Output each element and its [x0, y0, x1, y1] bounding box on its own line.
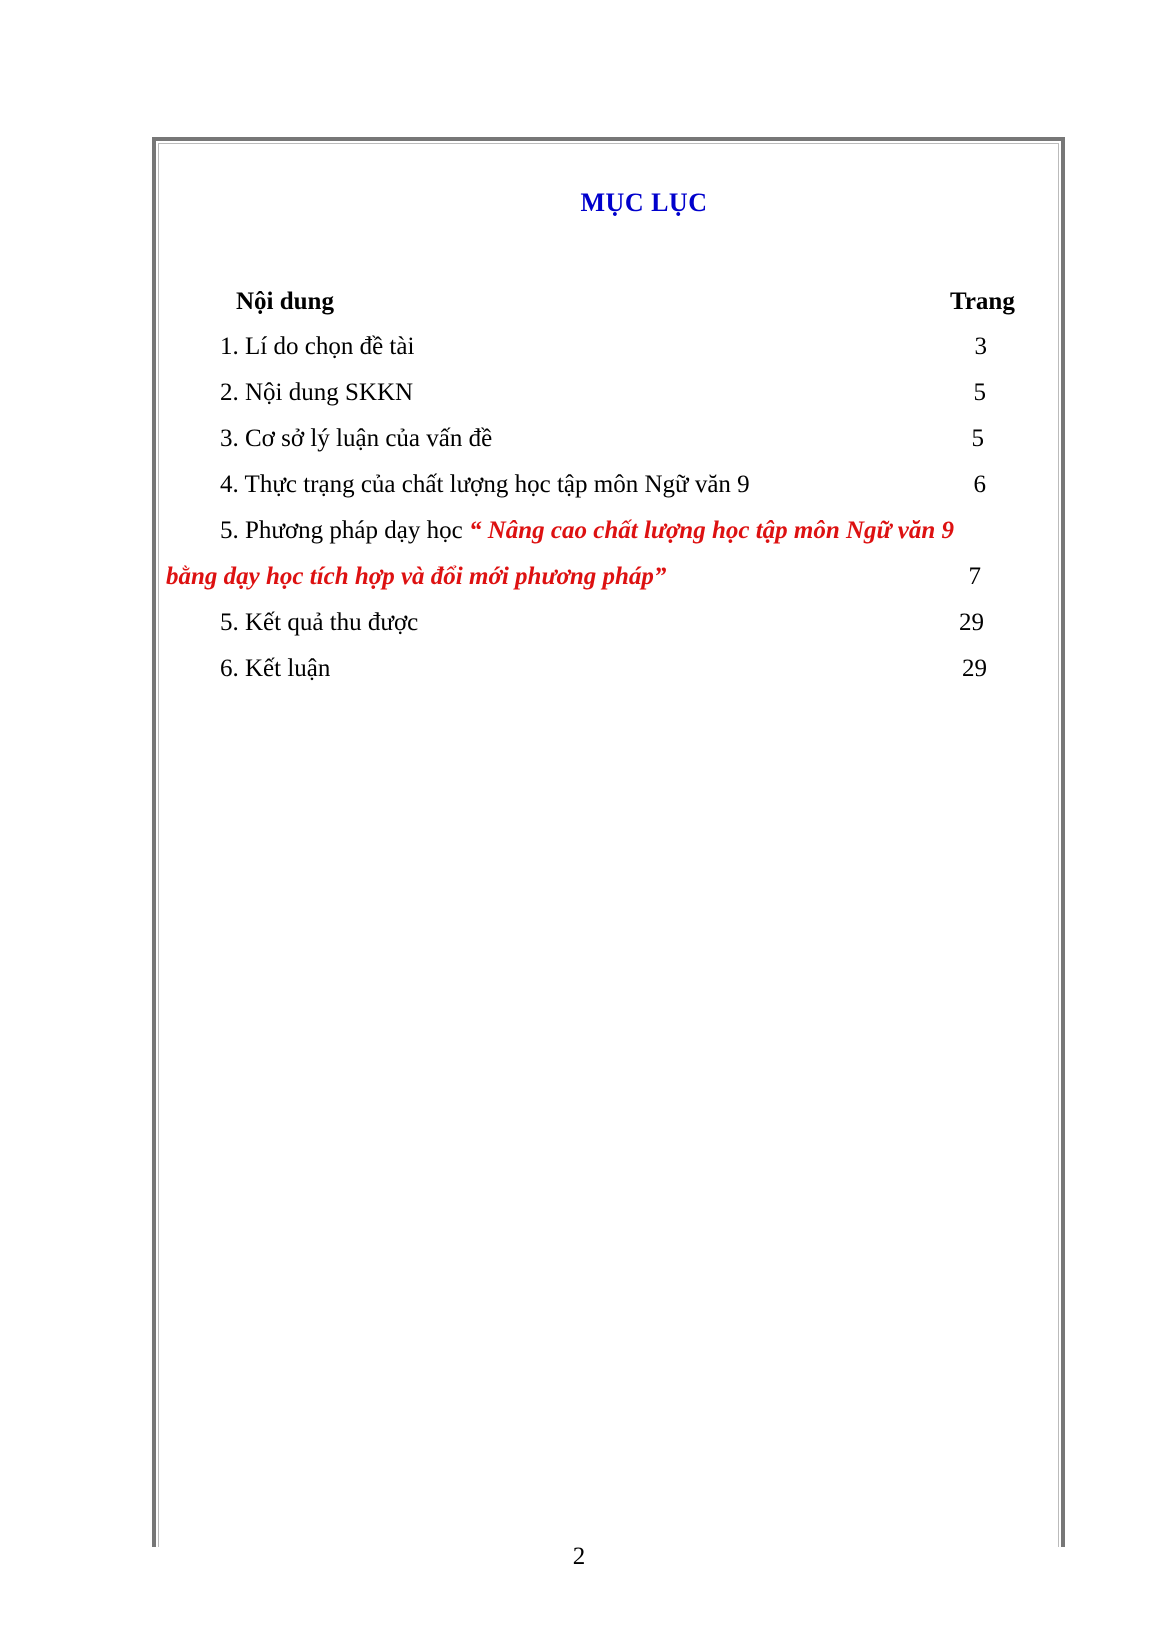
toc-entry-highlight-continuation: bằng dạy học tích hợp và đổi mới phương pháp”	[166, 563, 667, 590]
toc-entry-page: 29	[959, 609, 984, 636]
toc-entry: 4. Thực trạng của chất lượng học tập môn Ngữ văn 9	[220, 471, 750, 498]
toc-entry-highlight: “ Nâng cao chất lượng học tập môn Ngữ văn 9	[468, 517, 955, 544]
toc-entry-page: 29	[962, 655, 987, 682]
toc-entry-page: 6	[973, 471, 986, 498]
toc-entry-highlighted	[220, 516, 954, 546]
column-header-page: Trang	[950, 288, 1015, 315]
toc-entry-page: 5	[971, 425, 984, 452]
toc-entry: 1. Lí do chọn đề tài	[220, 333, 415, 360]
column-header-content: Nội dung	[236, 288, 334, 315]
toc-entry-page: 5	[973, 379, 986, 406]
toc-entry: 3. Cơ sở lý luận của vấn đề	[220, 425, 493, 452]
toc-entry-prefix: 5. Phương pháp dạy học	[220, 517, 469, 544]
toc-entry: 6. Kết luận	[220, 655, 331, 682]
toc-entry-page: 3	[974, 333, 987, 360]
toc-entry: 5. Kết quả thu được	[220, 609, 419, 636]
toc-title: MỤC LỤC	[580, 188, 708, 217]
toc-entry: 2. Nội dung SKKN	[220, 379, 414, 406]
page-number: 2	[572, 1543, 586, 1570]
toc-entry-page: 7	[968, 563, 981, 590]
